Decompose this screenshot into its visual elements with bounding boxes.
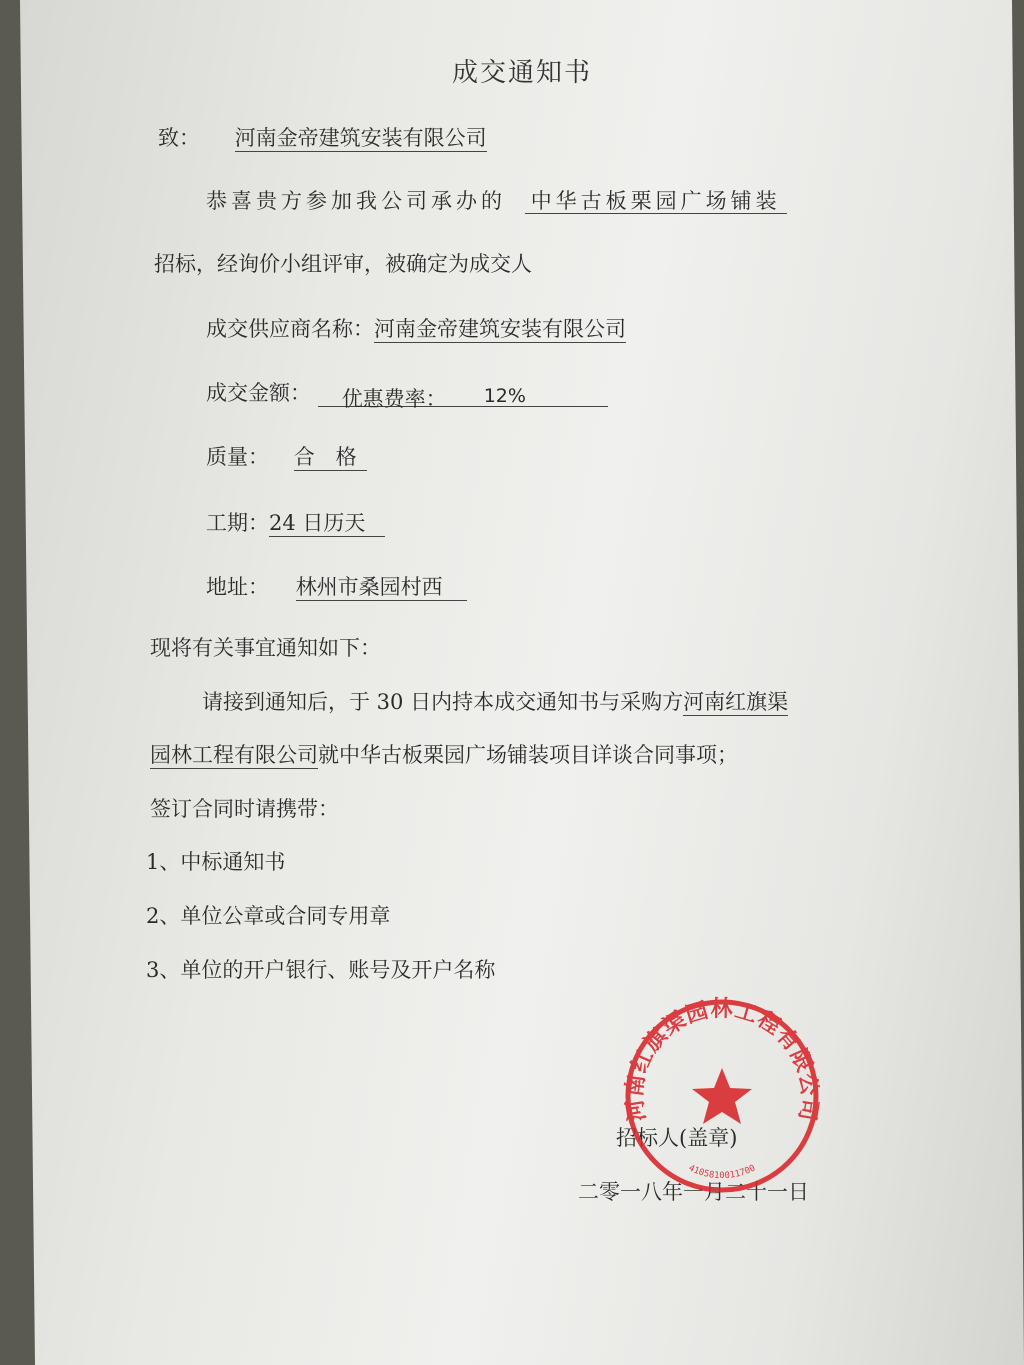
amount-value: 12% — [483, 385, 526, 407]
congrats-prefix: 恭喜贵方参加我公司承办的 — [206, 189, 506, 213]
date-line: 二零一八年一月二十一日 — [578, 1180, 809, 1204]
seal-company-text: 河南红旗渠园林工程有限公司 — [622, 997, 822, 1124]
amount-label: 成交金额： — [206, 381, 311, 405]
document-title: 成交通知书 — [452, 58, 593, 88]
list-item: 3、单位的开户银行、账号及开户名称 — [146, 958, 496, 982]
address-line — [206, 571, 467, 601]
star-icon — [692, 1068, 752, 1124]
duration-label: 工期： — [206, 511, 269, 535]
quality-value: 合 格 — [294, 445, 367, 471]
address-value: 林州市桑园村西 — [296, 575, 467, 601]
duration-line — [206, 507, 385, 537]
amount-field — [318, 384, 608, 411]
purchaser-part1: 河南红旗渠 — [683, 690, 789, 714]
congrats-line-1 — [206, 185, 787, 215]
recipient-line — [158, 122, 487, 152]
recipient-name: 河南金帝建筑安装有限公司 — [234, 126, 487, 150]
signature-label: 招标人(盖章) — [616, 1126, 738, 1150]
list-item: 1、中标通知书 — [146, 850, 286, 874]
supplier-value: 河南金帝建筑安装有限公司 — [374, 317, 626, 341]
supplier-line — [206, 313, 626, 343]
amount-line — [206, 377, 608, 411]
quality-line — [206, 441, 367, 471]
congrats-line-2: 招标，经询价小组评审，被确定为成交人 — [154, 252, 532, 276]
para1-prefix: 请接到通知后，于 30 日内持本成交通知书与采购方 — [202, 690, 684, 714]
list-item: 2、单位公章或合同专用章 — [146, 904, 391, 928]
address-label: 地址： — [206, 575, 269, 599]
bring-intro: 签订合同时请携带： — [150, 797, 339, 821]
quality-label: 质量： — [206, 445, 269, 469]
para1-line-2 — [150, 739, 738, 769]
to-label: 致： — [158, 126, 200, 150]
supplier-label: 成交供应商名称： — [206, 317, 374, 341]
project-name: 中华古板栗园广场铺装 — [525, 189, 787, 214]
duration-value: 24 日历天 — [269, 511, 385, 537]
notice-intro: 现将有关事宜通知如下： — [150, 636, 381, 660]
para1-suffix: 就中华古板栗园广场铺装项目详谈合同事项； — [318, 743, 738, 767]
purchaser-part2: 园林工程有限公司 — [150, 743, 318, 767]
company-seal — [622, 996, 822, 1196]
amount-value-label: 优惠费率： — [341, 387, 447, 411]
para1-line-1 — [202, 686, 788, 716]
seal-code-text: 4105810011700 — [686, 1163, 758, 1182]
